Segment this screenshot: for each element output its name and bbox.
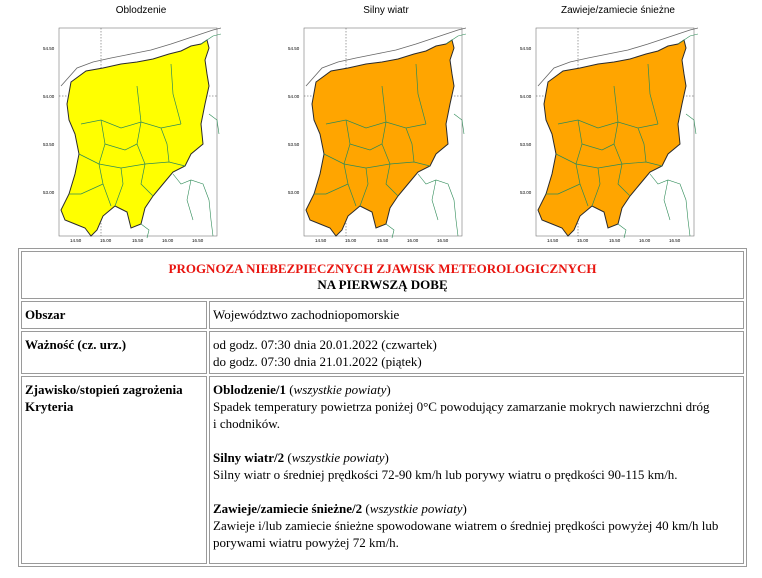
lat-tick-label: 53.50 [43,142,55,147]
phenomenon-item: Zawieje/zamiecie śnieżne/2 (wszystkie powiaty) Zawieje i/lub zamiecie śnieżne spowodowane wiatrem o średniej prędkości powyżej 40 km/h lub porywami wiatru powyżej 72 km/h. [213,500,740,551]
phenomenon-label-cell [21,376,207,564]
lon-tick-label: 14.50 [70,238,82,243]
neighbor-border [650,174,690,236]
phenomenon-description-cont: i chodników. [213,416,281,431]
map-oblodzenie [41,8,221,248]
voivodeship-region [306,40,454,236]
lat-tick-label: 54.00 [43,94,55,99]
neighbor-border [418,174,458,236]
lon-tick-label: 15.00 [577,238,589,243]
phenomenon-title: Silny wiatr/2 [213,450,285,465]
neighbor-border [209,114,219,134]
phenomenon-description: Zawieje i/lub zamiecie śnieżne spowodowane wiatrem o średniej prędkości powyżej 40 km/h lub [213,518,719,533]
validity-label: Ważność (cz. urz.) [21,331,207,374]
voivodeship-region [538,40,686,236]
lat-tick-label: 54.50 [520,46,532,51]
lon-tick-label: 14.50 [547,238,559,243]
forecast-title: PROGNOZA NIEBEZPIECZNYCH ZJAWISK METEOROLOGICZNYCH [168,261,597,276]
lat-tick-label: 53.50 [520,142,532,147]
phenomenon-description: Spadek temperatury powietrza poniżej 0°C powodujący zamarzanie mokrych nawierzchni dróg [213,399,710,414]
phenomenon-scope: wszystkie powiaty [369,501,463,516]
neighbor-border [454,114,464,134]
lon-tick-label: 16.00 [407,238,419,243]
neighbor-border [187,180,193,220]
lat-tick-label: 53.00 [288,190,300,195]
lat-tick-label: 54.00 [288,94,300,99]
lat-tick-label: 54.50 [43,46,55,51]
lon-tick-label: 15.00 [100,238,112,243]
phenomenon-description: Silny wiatr o średniej prędkości 72-90 km/h lub porywy wiatru o prędkości 90-115 km/h. [213,467,678,482]
region-map-svg [41,24,221,246]
phenomena-list [209,376,744,564]
region-map-svg [286,24,466,246]
map-title-silny-wiatr: Silny wiatr [363,5,409,16]
region-map-svg [518,24,698,246]
voivodeship-region [61,40,209,236]
area-label: Obszar [21,301,207,329]
neighbor-border [173,174,213,236]
phenomenon-title: Oblodzenie/1 [213,382,286,397]
forecast-header [21,251,744,299]
lat-tick-label: 54.50 [288,46,300,51]
lon-tick-label: 15.50 [609,238,621,243]
lat-tick-label: 53.00 [43,190,55,195]
neighbor-border [432,180,438,220]
lon-tick-label: 15.50 [377,238,389,243]
criteria-label: Kryteria [25,399,74,414]
lon-tick-label: 16.00 [639,238,651,243]
validity-value [209,331,744,374]
neighbor-border [686,114,696,134]
lon-tick-label: 14.50 [315,238,327,243]
map-title-zawieje: Zawieje/zamiecie śnieżne [561,5,675,16]
row-validity [21,331,744,374]
map-zawieje [518,8,698,248]
row-area [21,301,744,329]
phenomenon-title: Zawieje/zamiecie śnieżne/2 [213,501,363,516]
phenomenon-scope: wszystkie powiaty [291,450,385,465]
lon-tick-label: 15.00 [345,238,357,243]
phenomenon-item: Oblodzenie/1 (wszystkie powiaty) Spadek temperatury powietrza poniżej 0°C powodujący zamarzanie mokrych nawierzchni dróg i chodników. [213,381,740,432]
lon-tick-label: 15.50 [132,238,144,243]
warning-maps [0,0,762,248]
phenomenon-label: Zjawisko/stopień zagrożenia [25,382,183,397]
phenomenon-description-cont: porywami wiatru powyżej 72 km/h. [213,535,399,550]
phenomenon-item: Silny wiatr/2 (wszystkie powiaty) Silny wiatr o średniej prędkości 72-90 km/h lub porywy wiatru o prędkości 90-115 km/h. [213,449,740,483]
neighbor-border [664,180,670,220]
map-title-oblodzenie: Oblodzenie [115,5,167,16]
validity-to: do godz. 07:30 dnia 21.01.2022 (piątek) [213,354,422,369]
lon-tick-label: 16.50 [437,238,449,243]
lat-tick-label: 54.00 [520,94,532,99]
area-value: Województwo zachodniopomorskie [209,301,744,329]
lon-tick-label: 16.50 [192,238,204,243]
lon-tick-label: 16.00 [162,238,174,243]
forecast-subtitle: NA PIERWSZĄ DOBĘ [317,277,448,292]
validity-from: od godz. 07:30 dnia 20.01.2022 (czwartek) [213,337,437,352]
forecast-table [18,248,747,567]
lat-tick-label: 53.50 [288,142,300,147]
lat-tick-label: 53.00 [520,190,532,195]
lon-tick-label: 16.50 [669,238,681,243]
phenomenon-scope: wszystkie powiaty [293,382,387,397]
row-phenomena [21,376,744,564]
map-silny-wiatr [286,8,466,248]
